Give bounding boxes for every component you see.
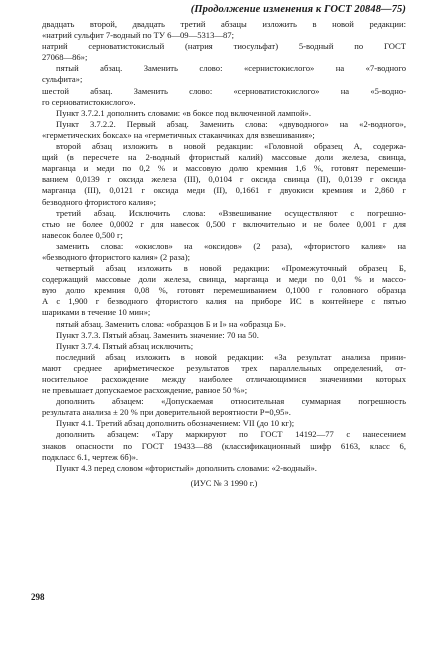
- text-line: сульфита»;: [42, 74, 83, 85]
- text-line: знаков опасности по ГОСТ 19433—88 (классификационный шифр 6163, класс 6,: [42, 440, 406, 451]
- text-line: подкласс 6.1, чертеж 6б)».: [42, 451, 139, 462]
- text-line: не превышает допускаемое расхождение, равное 50 %»;: [42, 385, 248, 396]
- document-body: [42, 19, 406, 489]
- text-line: Пункт 3.7.2.1 дополнить словами: «в боксе под включенной лампой».: [56, 107, 312, 118]
- text-line: «безводного фтористого калия» (2 раза);: [42, 251, 190, 262]
- text-line: пятый абзац. Заменить слово: «сернистокислого» на «7-водного: [56, 63, 406, 74]
- text-line: двадцать второй, двадцать третий абзацы изложить в новой редакции:: [42, 19, 406, 29]
- text-line: ванием 0,0139 г оксида железа (III), 0,0104 г оксида свинца (II), 0,0139 г оксида: [42, 174, 406, 185]
- text-line: стью не более 0,0002 г для навесок 0,500 г включительно и не более 0,001 г для: [42, 218, 406, 229]
- text-line: дополнить абзацем: «Допускаемая относительная суммарная погрешность: [56, 396, 406, 407]
- text-line: дополнить абзацем: «Тару маркируют по ГОСТ 14192—77 с нанесением: [56, 429, 406, 440]
- text-line: 27068—86»;: [42, 52, 88, 63]
- text-line: натрий серноватистокислый (натрия тиосульфат) 5-водный по ГОСТ: [42, 41, 406, 52]
- text-line: Пункт 3.7.3. Пятый абзац. Заменить значение: 70 на 50.: [56, 329, 259, 340]
- page-number: 298: [31, 592, 45, 602]
- text-line: второй абзац изложить в новой редакции: «Головной образец А, содержа-: [56, 141, 406, 152]
- source-reference: (ИУС № 3 1990 г.): [190, 477, 258, 488]
- text-line: результата анализа ± 20 % при доверительной вероятности P=0,95».: [42, 407, 291, 418]
- text-line: вую долю кремния 0,08 %, готовят перемешиванием 0,1000 г головного образца: [42, 285, 406, 296]
- text-line: щий (в пересчете на 2-водный фтористый калий) массовые доли железа, свинца,: [42, 152, 406, 163]
- text-line: шариками в течение 10 мин»;: [42, 307, 151, 318]
- text-line: содержащий массовые доли железа, свинца, марганца и меди по 0,01 % и массо-: [42, 274, 406, 285]
- text-line: шестой абзац. Заменить слово: «серноватистокислого» на «5-водно-: [42, 85, 406, 96]
- text-line: «натрий сульфит 7-водный по ТУ 6—09—5313—87;: [42, 30, 234, 41]
- text-line: Пункт 3.7.2.2. Первый абзац. Заменить слова: «двуводного» на «2-водного»,: [56, 118, 406, 129]
- text-line: последний абзац изложить в новой редакции: «За результат анализа прини-: [56, 351, 406, 362]
- text-line: четвертый абзац изложить в новой редакции: «Промежуточный образец Б,: [56, 263, 406, 274]
- text-line: го серноватистокислого».: [42, 96, 136, 107]
- text-line: мают среднее арифметическое результатов трех параллельных определений, от-: [42, 362, 406, 373]
- text-line: марганца (III), 0,0121 г оксида меди (II), 0,1661 г двуокиси кремния и 2,860 г: [42, 185, 406, 196]
- text-line: А с 1,900 г безводного фтористого калия на приборе ИС в контейнере с пятью: [42, 296, 406, 307]
- page-header: (Продолжение изменения к ГОСТ 20848—75): [190, 4, 406, 15]
- text-line: Пункт 4.3 перед словом «фтористый» дополнить словами: «2-водный».: [56, 462, 317, 473]
- text-line: Пункт 4.1. Третий абзац дополнить обозначением: VII (до 10 кг);: [56, 418, 295, 429]
- text-line: третий абзац. Исключить слова: «Взвешивание осуществляют с погрешно-: [56, 207, 406, 218]
- text-line: заменить слова: «окислов» на «оксидов» (2 раза), «фтористого калия» на: [56, 240, 406, 251]
- text-line: марганца и меди по 0,2 % и массовую долю кремния 1,6 %, готовят перемеши-: [42, 163, 406, 174]
- text-line: Пункт 3.7.4. Пятый абзац исключить;: [56, 340, 194, 351]
- text-line: безводного фтористого калия»;: [42, 196, 157, 207]
- text-line: носительное расхождение между наиболее отличающимися значениями которых: [42, 374, 406, 384]
- text-line: навесок более 0,500 г;: [42, 229, 123, 240]
- text-line: «герметических боксах» на «герметичных стаканчиках для взвешивания»;: [42, 129, 315, 140]
- text-line: пятый абзац. Заменить слова: «образцов Б и I» на «образца Б».: [56, 318, 286, 329]
